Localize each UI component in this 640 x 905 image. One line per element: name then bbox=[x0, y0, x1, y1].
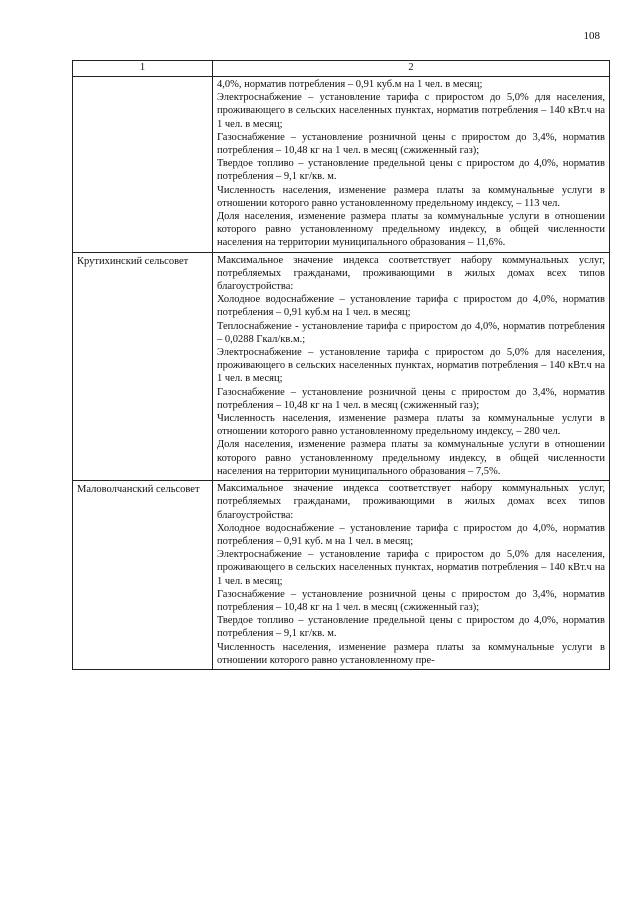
settlement-description bbox=[213, 77, 610, 253]
settlement-name: Маловолчанский сельсовет bbox=[73, 481, 213, 670]
description-paragraph: Численность населения, изменение размера платы за коммунальные услуги в отношении которого равно установленному предельному индексу, – 280 чел. bbox=[217, 413, 605, 438]
description-paragraph: Доля населения, изменение размера платы за коммунальные услуги в отношении которого равно установленному предельному индексу, в общей численности населения на территории муниципального образования – 7,5%. bbox=[217, 439, 605, 477]
settlement-name bbox=[73, 77, 213, 253]
table-row bbox=[73, 481, 610, 670]
description-paragraph: Электроснабжение – установление тарифа с приростом до 5,0% для населения, проживающего в сельских населенных пунктах, норматив потребления – 140 кВт.ч на 1 чел. в месяц; bbox=[217, 549, 605, 587]
tariff-table bbox=[72, 60, 610, 670]
settlement-description bbox=[213, 252, 610, 480]
description-paragraph: Электроснабжение – установление тарифа с приростом до 5,0% для населения, проживающего в сельских населенных пунктах, норматив потребления – 140 кВт.ч на 1 чел. в месяц; bbox=[217, 347, 605, 385]
description-paragraph: Максимальное значение индекса соответствует набору коммунальных услуг, потребляемых гражданами, проживающими в жилых домах всех типов благоустройства: bbox=[217, 483, 605, 521]
description-paragraph: Газоснабжение – установление розничной цены с приростом до 3,4%, норматив потребления – 10,48 кг на 1 чел. в месяц (сжиженный газ); bbox=[217, 131, 605, 157]
description-paragraph: Численность населения, изменение размера платы за коммунальные услуги в отношении которого равно установленному предельному индексу, – 113 чел. bbox=[217, 184, 605, 209]
description-paragraph: Газоснабжение – установление розничной цены с приростом до 3,4%, норматив потребления – 10,48 кг на 1 чел. в месяц (сжиженный газ); bbox=[217, 588, 605, 613]
description-paragraph: Максимальное значение индекса соответствует набору коммунальных услуг, потребляемых гражданами, проживающими в жилых домах всех типов благоустройства: bbox=[217, 254, 605, 293]
table-row bbox=[73, 77, 610, 253]
description-paragraph: Электроснабжение – установление тарифа с приростом до 5,0% для населения, проживающего в сельских населенных пунктах, норматив потребления – 140 кВт.ч на 1 чел. в месяц; bbox=[217, 92, 605, 130]
description-paragraph: Холодное водоснабжение – установление тарифа с приростом до 4,0%, норматив потребления – 0,91 куб.м на 1 чел. в месяц; bbox=[217, 294, 605, 319]
page-number: 108 bbox=[583, 30, 600, 42]
settlement-name: Крутихинский сельсовет bbox=[73, 252, 213, 480]
table-row bbox=[73, 252, 610, 480]
settlement-description bbox=[213, 481, 610, 670]
description-paragraph: Доля населения, изменение размера платы за коммунальные услуги в отношении которого равно установленному предельному индексу, в общей численности населения на территории муниципального образования – 11,6%. bbox=[217, 211, 605, 249]
description-paragraph: Холодное водоснабжение – установление тарифа с приростом до 4,0%, норматив потребления – 0,91 куб. м на 1 чел. в месяц; bbox=[217, 522, 605, 547]
description-paragraph: 4,0%, норматив потребления – 0,91 куб.м на 1 чел. в месяц; bbox=[217, 79, 483, 90]
description-paragraph: Теплоснабжение - установление тарифа с приростом до 4,0%, норматив потребления – 0,0288 Гкал/кв.м.; bbox=[217, 320, 605, 345]
description-paragraph: Твердое топливо – установление предельной цены с приростом до 4,0%, норматив потребления – 9,1 кг/кв. м. bbox=[217, 615, 605, 640]
description-paragraph: Твердое топливо – установление предельной цены с приростом до 4,0%, норматив потребления – 9,1 кг/кв. м. bbox=[217, 158, 605, 183]
description-paragraph: Численность населения, изменение размера платы за коммунальные услуги в отношении которого равно установленному пре- bbox=[217, 641, 605, 666]
column-header-1: 1 bbox=[73, 61, 213, 77]
description-paragraph: Газоснабжение – установление розничной цены с приростом до 3,4%, норматив потребления – 10,48 кг на 1 чел. в месяц (сжиженный газ); bbox=[217, 386, 605, 411]
column-header-2: 2 bbox=[213, 61, 610, 77]
table-header-row bbox=[73, 61, 610, 77]
